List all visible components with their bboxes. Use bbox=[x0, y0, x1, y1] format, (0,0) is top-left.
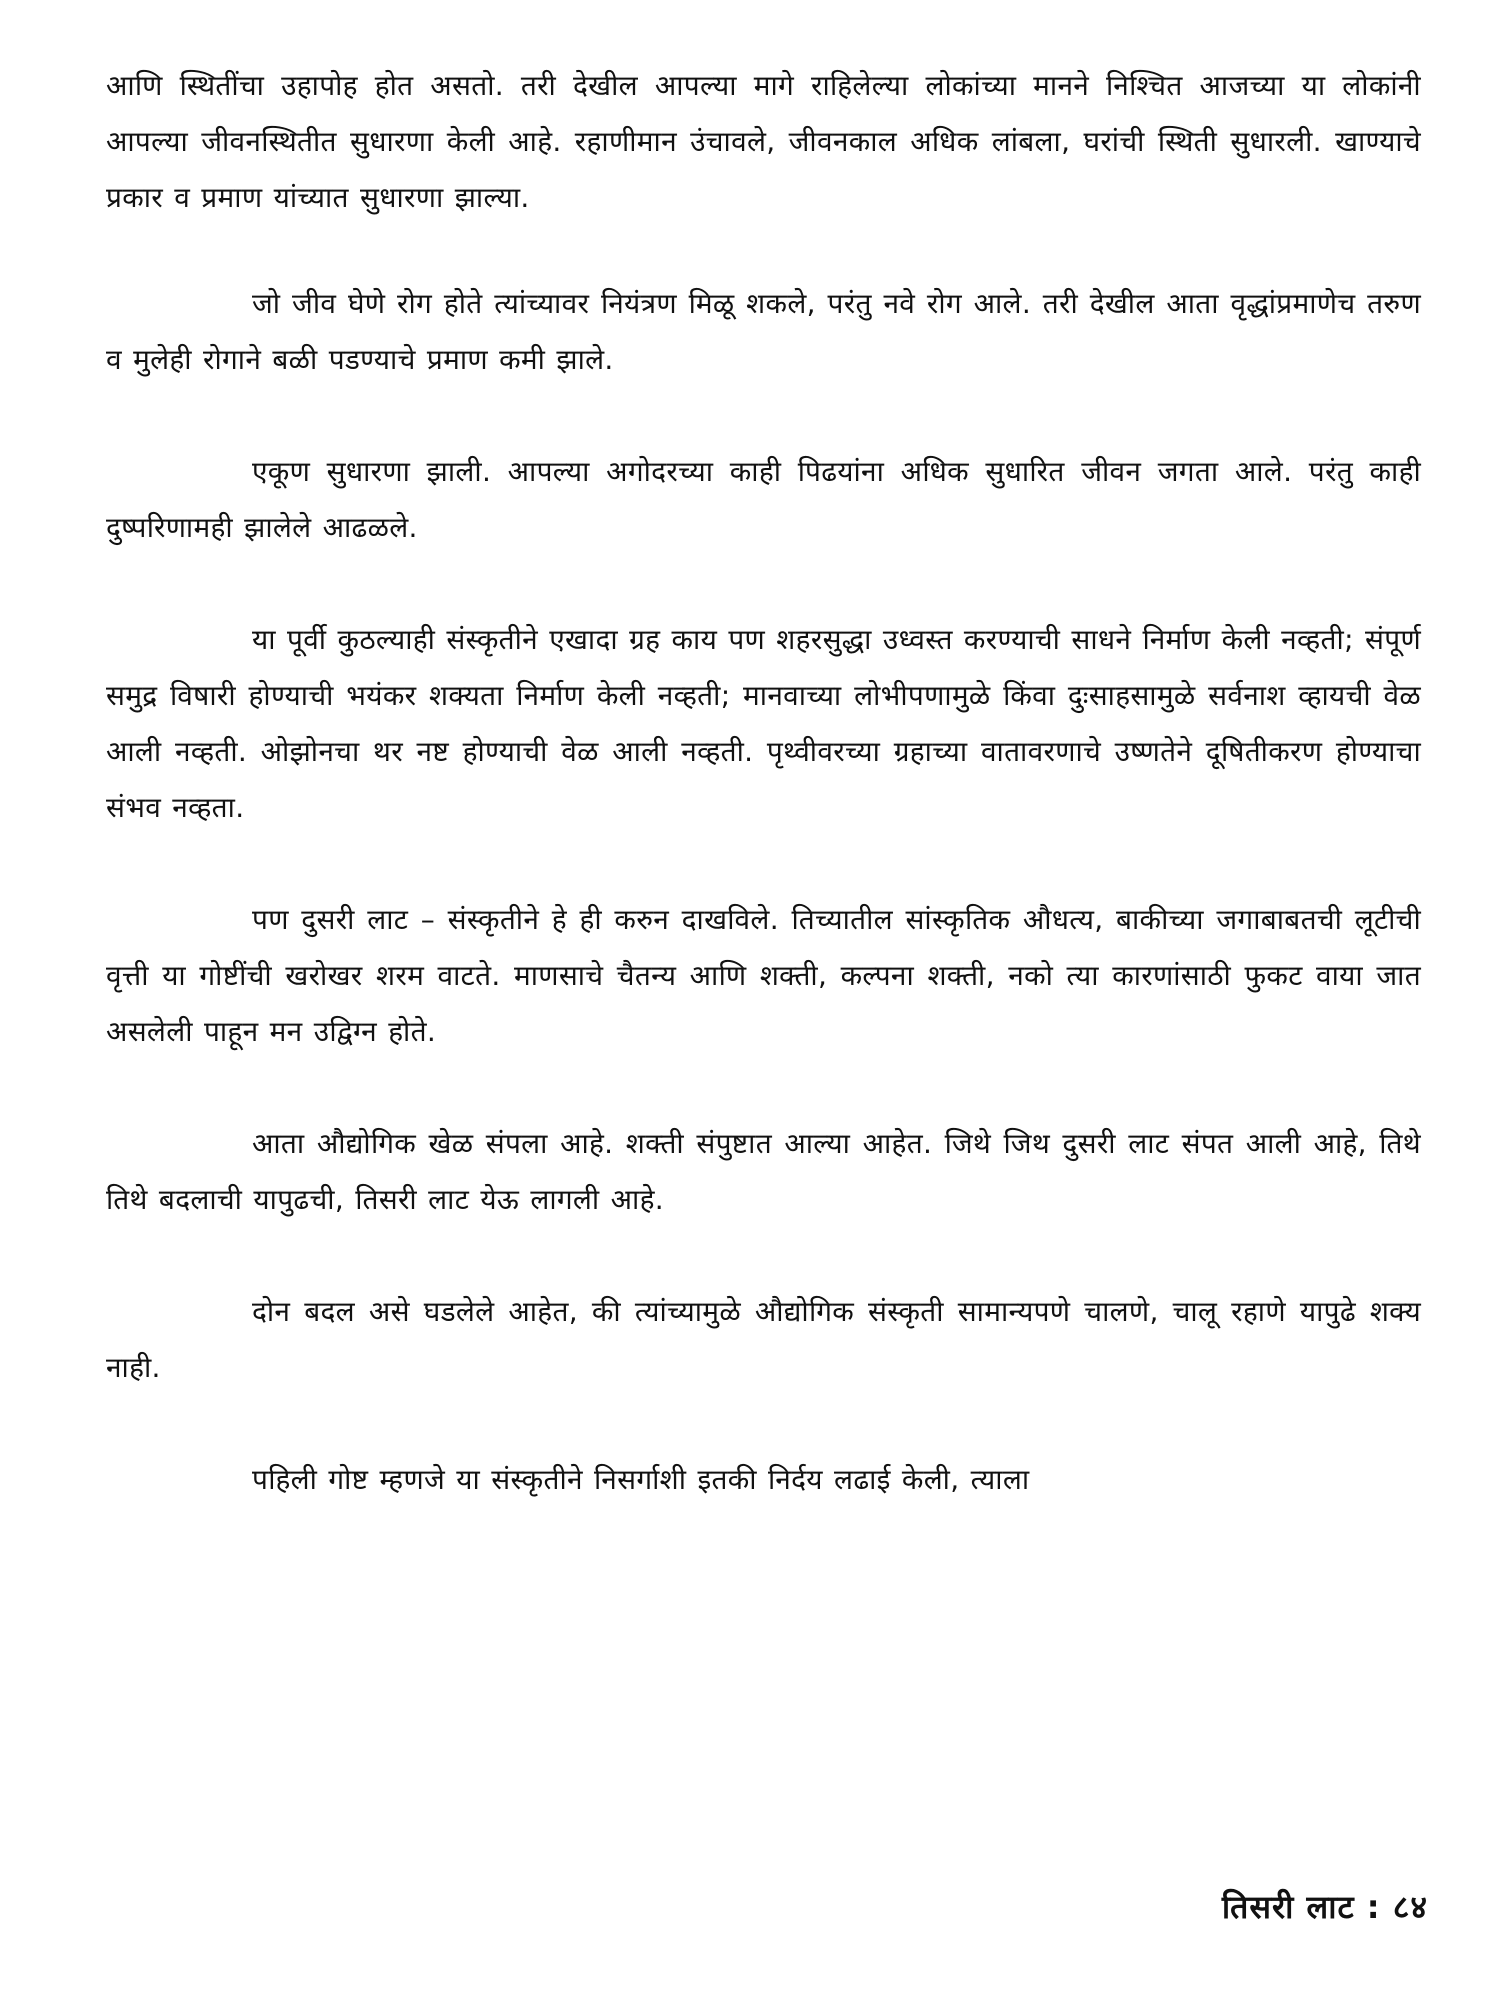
body-text bbox=[106, 58, 1421, 1508]
paragraph-1: आणि स्थितींचा उहापोह होत असतो. तरी देखील आपल्या मागे राहिलेल्या लोकांच्या मानने निश्चित आजच्या या लोकांनी आपल्या जीवनस्थितीत सुधारणा केली आहे. रहाणीमान उंचावले, जीवनकाल अधिक लांबला, घरांची स्थिती सुधारली. खाण्याचे प्रकार व प्रमाण यांच्यात सुधारणा झाल्या. bbox=[106, 69, 1421, 214]
paragraph-6: आता औद्योगिक खेळ संपला आहे. शक्ती संपुष्टात आल्या आहेत. जिथे जिथ दुसरी लाट संपत आली आहे, तिथे तिथे बदलाची यापुढची, तिसरी लाट येऊ लागली आहे. bbox=[106, 1127, 1421, 1216]
paragraph-7: दोन बदल असे घडलेले आहेत, की त्यांच्यामुळे औद्योगिक संस्कृती सामान्यपणे चालणे, चालू रहाणे यापुढे शक्य नाही. bbox=[106, 1295, 1421, 1384]
paragraph-2: जो जीव घेणे रोग होते त्यांच्यावर नियंत्रण मिळू शकले, परंतु नवे रोग आले. तरी देखील आता वृद्धांप्रमाणेच तरुण व मुलेही रोगाने बळी पडण्याचे प्रमाण कमी झाले. bbox=[106, 287, 1421, 376]
page-footer: तिसरी लाट : ८४ bbox=[1221, 1888, 1428, 1926]
paragraph-4: या पूर्वी कुठल्याही संस्कृतीने एखादा ग्रह काय पण शहरसुद्धा उध्वस्त करण्याची साधने निर्माण केली नव्हती; संपूर्ण समुद्र विषारी होण्याची भयंकर शक्यता निर्माण केली नव्हती; मानवाच्या लोभीपणामुळे किंवा दुःसाहसामुळे सर्वनाश व्हायची वेळ आली नव्हती. ओझोनचा थर नष्ट होण्याची वेळ आली नव्हती. पृथ्वीवरच्या ग्रहाच्या वातावरणाचे उष्णतेने दूषितीकरण होण्याचा संभव नव्हता. bbox=[106, 623, 1421, 824]
paragraph-3: एकूण सुधारणा झाली. आपल्या अगोदरच्या काही पिढयांना अधिक सुधारित जीवन जगता आले. परंतु काही दुष्परिणामही झालेले आढळले. bbox=[106, 455, 1421, 544]
paragraph-5: पण दुसरी लाट – संस्कृतीने हे ही करुन दाखविले. तिच्यातील सांस्कृतिक औधत्य, बाकीच्या जगाबाबतची लूटीची वृत्ती या गोष्टींची खरोखर शरम वाटते. माणसाचे चैतन्य आणि शक्ती, कल्पना शक्ती, नको त्या कारणांसाठी फुकट वाया जात असलेली पाहून मन उद्विग्न होते. bbox=[106, 903, 1421, 1048]
paragraph-8: पहिली गोष्ट म्हणजे या संस्कृतीने निसर्गाशी इतकी निर्दय लढाई केली, त्याला bbox=[252, 1463, 1030, 1496]
